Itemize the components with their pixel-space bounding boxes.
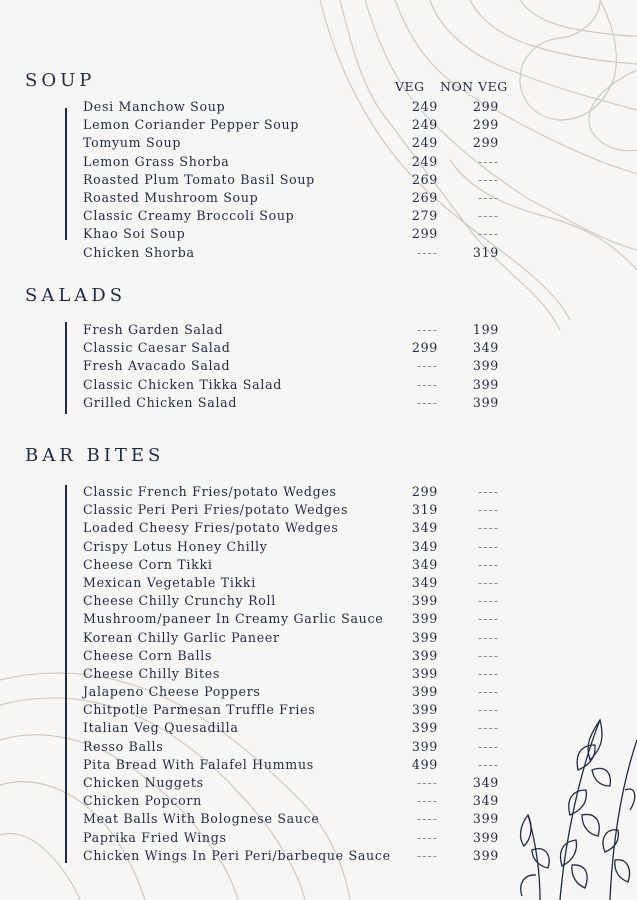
menu-item-name: Korean Chilly Garlic Paneer bbox=[83, 629, 280, 645]
non-veg-price: ---- bbox=[477, 502, 499, 518]
menu-item-name: Classic Creamy Broccoli Soup bbox=[83, 208, 295, 224]
non-veg-price: 199 bbox=[472, 322, 499, 337]
menu-item-row bbox=[83, 538, 523, 556]
menu-item-row bbox=[83, 153, 523, 171]
veg-price: 249 bbox=[411, 135, 438, 151]
veg-column-header: VEG bbox=[395, 79, 425, 94]
salads-list bbox=[83, 321, 523, 412]
menu-item-row bbox=[83, 376, 523, 394]
non-veg-price: ---- bbox=[477, 647, 499, 663]
non-veg-price: ---- bbox=[477, 171, 499, 187]
menu-item-name: Classic Caesar Salad bbox=[83, 340, 231, 356]
menu-item-name: Roasted Mushroom Soup bbox=[83, 189, 259, 205]
non-veg-price: ---- bbox=[477, 189, 499, 205]
menu-item-row bbox=[83, 774, 523, 792]
non-veg-price: ---- bbox=[477, 611, 499, 627]
menu-item-name: Chicken Shorba bbox=[83, 244, 195, 260]
veg-price: ---- bbox=[416, 829, 438, 845]
non-veg-price: ---- bbox=[477, 593, 499, 609]
menu-item-row bbox=[83, 810, 523, 828]
veg-price: 399 bbox=[411, 720, 438, 736]
menu-item-name: Chicken Nuggets bbox=[83, 775, 204, 790]
menu-item-row bbox=[83, 171, 523, 189]
menu-item-row bbox=[83, 357, 523, 375]
non-veg-price: ---- bbox=[477, 574, 499, 590]
menu-item-row bbox=[83, 519, 523, 537]
veg-price: ---- bbox=[416, 376, 438, 392]
non-veg-price: ---- bbox=[477, 702, 499, 718]
menu-item-row bbox=[83, 501, 523, 519]
menu-item-name: Tomyum Soup bbox=[83, 135, 182, 151]
non-veg-price: ---- bbox=[477, 756, 499, 772]
non-veg-price: ---- bbox=[477, 665, 499, 681]
veg-price: ---- bbox=[416, 322, 438, 337]
non-veg-price: 299 bbox=[472, 135, 499, 151]
menu-item-row bbox=[83, 665, 523, 683]
menu-item-name: Desi Manchow Soup bbox=[83, 99, 226, 114]
veg-price: 299 bbox=[411, 484, 438, 499]
menu-item-name: Cheese Corn Balls bbox=[83, 647, 213, 663]
veg-price: 269 bbox=[411, 189, 438, 205]
non-veg-price: 299 bbox=[472, 99, 499, 114]
menu-item-name: Cheese Chilly Crunchy Roll bbox=[83, 593, 276, 609]
menu-item-row bbox=[83, 719, 523, 737]
veg-price: 399 bbox=[411, 702, 438, 718]
menu-item-name: Meat Balls With Bolognese Sauce bbox=[83, 811, 320, 827]
menu-item-row bbox=[83, 647, 523, 665]
menu-item-row bbox=[83, 592, 523, 610]
veg-price: ---- bbox=[416, 793, 438, 809]
menu-item-name: Italian Veg Quesadilla bbox=[83, 720, 239, 736]
section-title-salads: SALADS bbox=[25, 285, 127, 306]
veg-price: 299 bbox=[411, 226, 438, 242]
veg-price: 349 bbox=[411, 556, 438, 572]
menu-item-row bbox=[83, 483, 523, 501]
menu-item-row bbox=[83, 394, 523, 412]
non-veg-price: ---- bbox=[477, 684, 499, 700]
menu-item-name: Fresh Avacado Salad bbox=[83, 358, 231, 374]
veg-price: 499 bbox=[411, 756, 438, 772]
menu-item-name: Cheese Corn Tikki bbox=[83, 556, 213, 572]
non-veg-price: 349 bbox=[472, 775, 499, 790]
menu-item-row bbox=[83, 629, 523, 647]
menu-item-row bbox=[83, 244, 523, 262]
non-veg-price: 399 bbox=[472, 394, 499, 410]
non-veg-price: ---- bbox=[477, 484, 499, 499]
menu-item-row bbox=[83, 225, 523, 243]
non-veg-price: ---- bbox=[477, 629, 499, 645]
menu-item-name: Resso Balls bbox=[83, 738, 164, 754]
menu-item-name: Crispy Lotus Honey Chilly bbox=[83, 538, 268, 554]
veg-price: ---- bbox=[416, 358, 438, 374]
veg-price: ---- bbox=[416, 775, 438, 790]
menu-item-row bbox=[83, 701, 523, 719]
section-title-soup: SOUP bbox=[25, 70, 96, 91]
menu-item-name: Cheese Chilly Bites bbox=[83, 665, 221, 681]
menu-item-row bbox=[83, 738, 523, 756]
menu-item-row bbox=[83, 98, 523, 116]
non-veg-price: 399 bbox=[472, 829, 499, 845]
non-veg-price: 399 bbox=[472, 376, 499, 392]
menu-item-name: Pita Bread With Falafel Hummus bbox=[83, 756, 314, 772]
veg-price: 399 bbox=[411, 629, 438, 645]
menu-item-row bbox=[83, 116, 523, 134]
section-title-bar-bites: BAR BITES bbox=[25, 445, 165, 466]
menu-item-name: Jalapeno Cheese Poppers bbox=[83, 684, 261, 700]
menu-item-name: Chitpotle Parmesan Truffle Fries bbox=[83, 702, 316, 718]
menu-item-row bbox=[83, 829, 523, 847]
non-veg-price: ---- bbox=[477, 738, 499, 754]
menu-item-row bbox=[83, 189, 523, 207]
veg-price: ---- bbox=[416, 394, 438, 410]
menu-item-row bbox=[83, 847, 523, 865]
veg-price: 399 bbox=[411, 647, 438, 663]
non-veg-price: ---- bbox=[477, 556, 499, 572]
veg-price: 249 bbox=[411, 117, 438, 133]
menu-item-name: Grilled Chicken Salad bbox=[83, 394, 238, 410]
veg-price: 399 bbox=[411, 684, 438, 700]
section-divider-line bbox=[65, 485, 67, 863]
menu-item-name: Paprika Fried Wings bbox=[83, 829, 227, 845]
menu-item-name: Chicken Wings In Peri Peri/barbeque Sauce bbox=[83, 847, 391, 863]
section-divider-line bbox=[65, 108, 67, 240]
non-veg-price: ---- bbox=[477, 208, 499, 224]
non-veg-price: ---- bbox=[477, 153, 499, 169]
menu-item-name: Fresh Garden Salad bbox=[83, 322, 224, 337]
menu-item-row bbox=[83, 207, 523, 225]
menu-item-row bbox=[83, 610, 523, 628]
non-veg-column-header: NON VEG bbox=[440, 79, 508, 94]
menu-item-name: Lemon Coriander Pepper Soup bbox=[83, 117, 300, 133]
veg-price: ---- bbox=[416, 244, 438, 260]
veg-price: 249 bbox=[411, 153, 438, 169]
veg-price: ---- bbox=[416, 847, 438, 863]
menu-item-row bbox=[83, 339, 523, 357]
menu-item-name: Chicken Popcorn bbox=[83, 793, 202, 809]
non-veg-price: 399 bbox=[472, 847, 499, 863]
non-veg-price: 399 bbox=[472, 358, 499, 374]
non-veg-price: 319 bbox=[472, 244, 499, 260]
menu-item-name: Classic Chicken Tikka Salad bbox=[83, 376, 283, 392]
menu-item-row bbox=[83, 574, 523, 592]
menu-item-name: Lemon Grass Shorba bbox=[83, 153, 230, 169]
menu-item-row bbox=[83, 756, 523, 774]
veg-price: 399 bbox=[411, 738, 438, 754]
veg-price: 399 bbox=[411, 611, 438, 627]
non-veg-price: ---- bbox=[477, 520, 499, 536]
non-veg-price: 349 bbox=[472, 340, 499, 356]
menu-item-name: Classic French Fries/potato Wedges bbox=[83, 484, 337, 499]
veg-price: 399 bbox=[411, 593, 438, 609]
menu-item-name: Khao Soi Soup bbox=[83, 226, 186, 242]
veg-price: 269 bbox=[411, 171, 438, 187]
non-veg-price: 299 bbox=[472, 117, 499, 133]
menu-item-name: Loaded Cheesy Fries/potato Wedges bbox=[83, 520, 339, 536]
menu-item-row bbox=[83, 792, 523, 810]
menu-item-row bbox=[83, 556, 523, 574]
section-divider-line bbox=[65, 322, 67, 414]
non-veg-price: 399 bbox=[472, 811, 499, 827]
veg-price: 349 bbox=[411, 520, 438, 536]
non-veg-price: 349 bbox=[472, 793, 499, 809]
soup-list bbox=[83, 98, 523, 262]
bar-bites-list bbox=[83, 483, 523, 865]
veg-price: 249 bbox=[411, 99, 438, 114]
veg-price: 299 bbox=[411, 340, 438, 356]
veg-price: 399 bbox=[411, 665, 438, 681]
menu-item-name: Mexican Vegetable Tikki bbox=[83, 574, 256, 590]
menu-item-name: Classic Peri Peri Fries/potato Wedges bbox=[83, 502, 349, 518]
veg-price: 349 bbox=[411, 574, 438, 590]
menu-item-row bbox=[83, 134, 523, 152]
veg-price: 349 bbox=[411, 538, 438, 554]
menu-item-row bbox=[83, 321, 523, 339]
non-veg-price: ---- bbox=[477, 226, 499, 242]
menu-item-row bbox=[83, 683, 523, 701]
veg-price: 319 bbox=[411, 502, 438, 518]
menu-item-name: Mushroom/paneer In Creamy Garlic Sauce bbox=[83, 611, 384, 627]
menu-item-name: Roasted Plum Tomato Basil Soup bbox=[83, 171, 315, 187]
non-veg-price: ---- bbox=[477, 538, 499, 554]
veg-price: 279 bbox=[411, 208, 438, 224]
veg-price: ---- bbox=[416, 811, 438, 827]
non-veg-price: ---- bbox=[477, 720, 499, 736]
